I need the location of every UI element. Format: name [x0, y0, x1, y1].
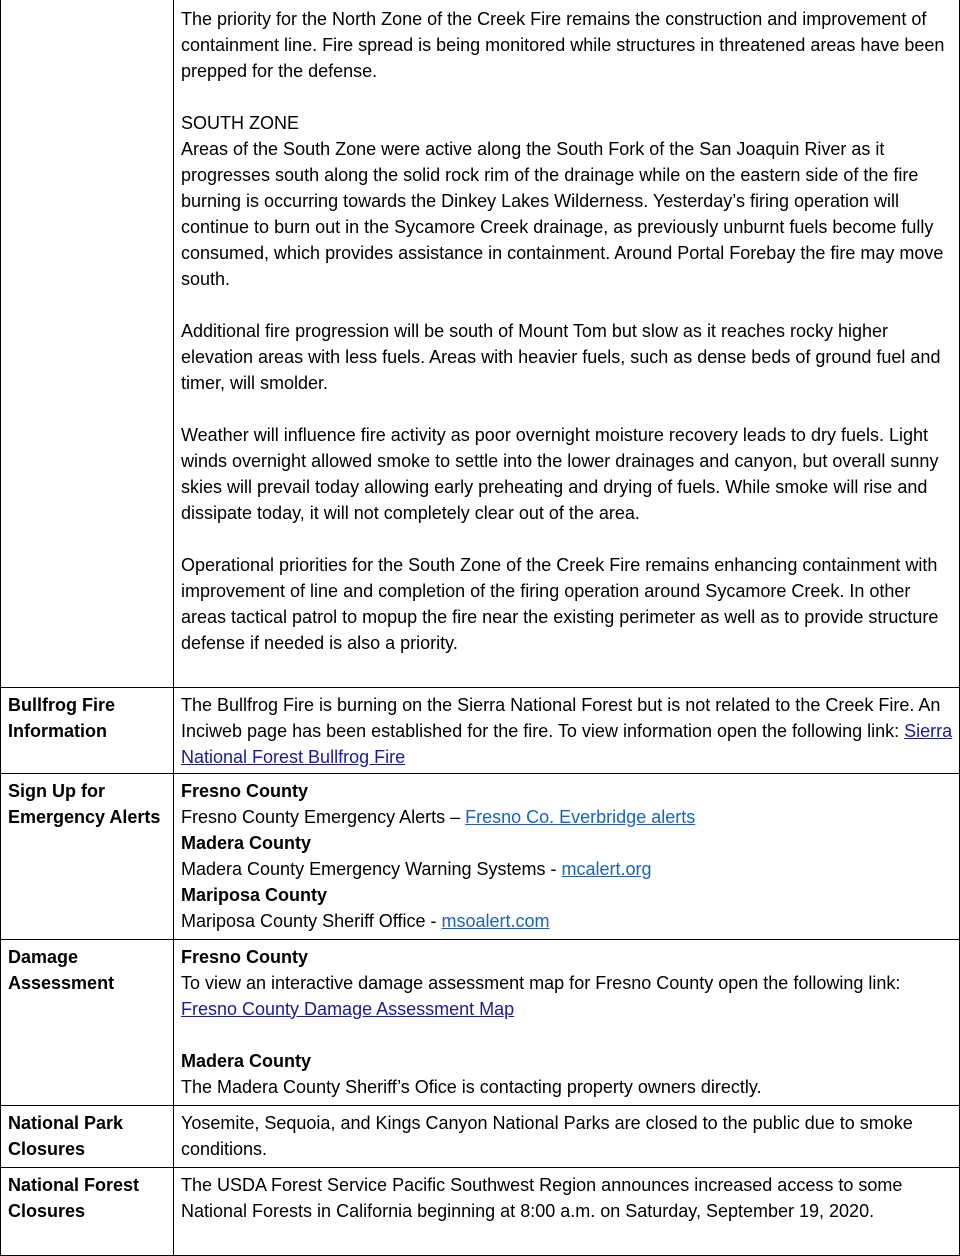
row-label-park-closures: National Park Closures — [1, 1105, 174, 1167]
north-zone-paragraph: The priority for the North Zone of the Creek Fire remains the construction and improvement of containment line. Fire spread is being monitored while structures in threatened areas have been prepped for the defense. — [181, 9, 945, 81]
bullfrog-text: The Bullfrog Fire is burning on the Sierra National Forest but is not related to the Creek Fire. An Inciweb page has been established for the fire. To view information open the following link: — [181, 694, 941, 741]
damage-map-link[interactable]: Fresno County Damage Assessment Map — [181, 998, 515, 1019]
row-label-forest-closures: National Forest Closures — [1, 1167, 174, 1255]
fresno-alerts-text: Fresno County Emergency Alerts – — [181, 806, 466, 827]
bullfrog-cell — [174, 687, 960, 773]
table-row — [1, 0, 960, 687]
bullfrog-link[interactable]: Sierra National Forest Bullfrog Fire — [181, 720, 953, 767]
table-row — [1, 773, 960, 939]
mariposa-county-heading: Mariposa County — [181, 884, 328, 905]
mariposa-alerts-text: Mariposa County Sheriff Office - — [181, 910, 442, 931]
south-zone-paragraph: Operational priorities for the South Zone of the Creek Fire remains enhancing containment with improvement of line and completion of the firing operation around Sycamore Creek. In other areas tactical patrol to mopup the fire near the existing perimeter as well as to provide structure defense if needed is also a priority. — [181, 555, 939, 653]
row-label-bullfrog: Bullfrog Fire Information — [1, 687, 174, 773]
damage-madera-text: The Madera County Sheriff’s Ofice is contacting property owners directly. — [181, 1076, 762, 1097]
fresno-county-heading: Fresno County — [181, 780, 309, 801]
zone-updates-cell — [174, 0, 960, 687]
row-label-alerts: Sign Up for Emergency Alerts — [1, 773, 174, 939]
south-zone-paragraph: Additional fire progression will be south of Mount Tom but slow as it reaches rocky higher elevation areas with less fuels. Areas with heavier fuels, such as dense beds of ground fuel and timer, will smolder. — [181, 321, 941, 393]
south-zone-heading: SOUTH ZONE — [181, 113, 300, 133]
table-row — [1, 1167, 960, 1255]
madera-county-heading: Madera County — [181, 832, 312, 853]
fresno-alerts-link[interactable]: Fresno Co. Everbridge alerts — [465, 806, 696, 827]
row-label-empty — [1, 0, 174, 687]
damage-madera-heading: Madera County — [181, 1050, 312, 1071]
madera-alerts-link[interactable]: mcalert.org — [561, 858, 652, 879]
table-row — [1, 939, 960, 1105]
table-row — [1, 1105, 960, 1167]
park-closures-text: Yosemite, Sequoia, and Kings Canyon National Parks are closed to the public due to smoke conditions. — [174, 1105, 960, 1167]
damage-cell — [174, 939, 960, 1105]
damage-fresno-heading: Fresno County — [181, 946, 309, 967]
row-label-damage: Damage Assessment — [1, 939, 174, 1105]
mariposa-alerts-link[interactable]: msoalert.com — [441, 910, 550, 931]
table-row — [1, 687, 960, 773]
south-zone-paragraph: Weather will influence fire activity as poor overnight moisture recovery leads to dry fuels. Light winds overnight allowed smoke to settle into the lower drainages and canyon, but overall sunny skies will prevail today allowing early preheating and drying of fuels. While smoke will rise and dissipate today, it will not completely clear out of the area. — [181, 425, 939, 523]
alerts-cell — [174, 773, 960, 939]
south-zone-paragraph: Areas of the South Zone were active along the South Fork of the San Joaquin River as it progresses south along the solid rock rim of the drainage while on the eastern side of the fire burning is occurring towards the Dinkey Lakes Wilderness. Yesterday’s firing operation will continue to burn out in the Sycamore Creek drainage, as previously unburnt fuels become fully consumed, which provides assistance in containment. Around Portal Forebay the fire may move south. — [181, 139, 944, 289]
forest-closures-text: The USDA Forest Service Pacific Southwest Region announces increased access to some National Forests in California beginning at 8:00 a.m. on Saturday, September 19, 2020. — [174, 1167, 960, 1255]
damage-fresno-text: To view an interactive damage assessment map for Fresno County open the following link: — [181, 972, 901, 993]
madera-alerts-text: Madera County Emergency Warning Systems - — [181, 858, 562, 879]
